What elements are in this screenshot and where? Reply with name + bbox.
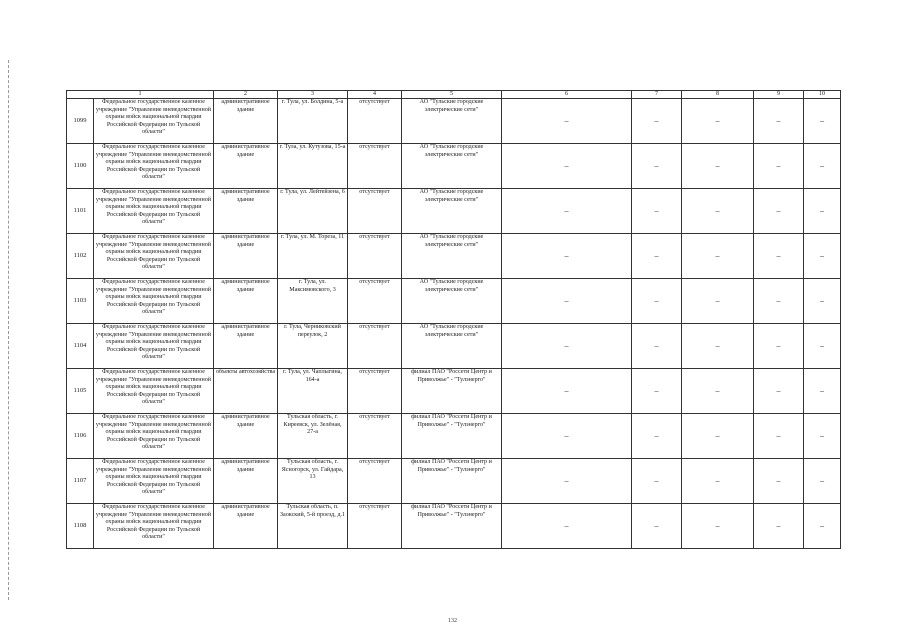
- table-row: [67, 144, 841, 189]
- column-6-cell: –: [502, 279, 632, 324]
- object-type-cell: административное здание: [214, 459, 278, 504]
- address-cell: г. Тула, ул. Лейтейзена, 6: [278, 189, 348, 234]
- owner-cell: Федеральное государственное казенное учреждение "Управление вневедомственной охраны войск национальной гвардии Российской Федерации по Тульской области": [94, 189, 214, 234]
- table-row: [67, 459, 841, 504]
- column-8-cell: –: [682, 324, 754, 369]
- column-9-cell: –: [754, 189, 804, 234]
- address-cell: г. Тула, ул. Максимовского, 3: [278, 279, 348, 324]
- owner-cell: Федеральное государственное казенное учреждение "Управление вневедомственной охраны войск национальной гвардии Российской Федерации по Тульской области": [94, 504, 214, 549]
- owner-cell: Федеральное государственное казенное учреждение "Управление вневедомственной охраны войск национальной гвардии Российской Федерации по Тульской области": [94, 459, 214, 504]
- address-cell: г. Тула, ул. Болдина, 5-а: [278, 99, 348, 144]
- address-cell: Тульская область, г. Киреевск, ул. Зелёная, 27-а: [278, 414, 348, 459]
- address-cell: г. Тула, ул. Кутузова, 15-а: [278, 144, 348, 189]
- column-number-header-row: [67, 91, 841, 99]
- table-row: [67, 324, 841, 369]
- table-row: [67, 189, 841, 234]
- owner-cell: Федеральное государственное казенное учреждение "Управление вневедомственной охраны войск национальной гвардии Российской Федерации по Тульской области": [94, 324, 214, 369]
- object-type-cell: административное здание: [214, 414, 278, 459]
- table-row: [67, 414, 841, 459]
- column-10-cell: –: [804, 99, 841, 144]
- row-number: 1105: [67, 369, 94, 414]
- table-row: [67, 279, 841, 324]
- header-col-4: 4: [348, 91, 402, 99]
- column-10-cell: –: [804, 279, 841, 324]
- header-col-6: 6: [502, 91, 632, 99]
- column-4-cell: отсутствует: [348, 504, 402, 549]
- registry-table: [66, 90, 841, 549]
- registry-rows: [67, 99, 841, 549]
- address-cell: г. Тула, ул. М. Тореза, 11: [278, 234, 348, 279]
- column-9-cell: –: [754, 324, 804, 369]
- header-col-7: 7: [632, 91, 682, 99]
- object-type-cell: административное здание: [214, 144, 278, 189]
- address-cell: Тульская область, п. Заокский, 5-й проезд, д.1: [278, 504, 348, 549]
- owner-cell: Федеральное государственное казенное учреждение "Управление вневедомственной охраны войск национальной гвардии Российской Федерации по Тульской области": [94, 234, 214, 279]
- object-type-cell: административное здание: [214, 99, 278, 144]
- row-number: 1107: [67, 459, 94, 504]
- object-type-cell: объекты автохозяйства: [214, 369, 278, 414]
- column-9-cell: –: [754, 144, 804, 189]
- object-type-cell: административное здание: [214, 324, 278, 369]
- column-7-cell: –: [632, 459, 682, 504]
- supplier-cell: филиал ПАО "Россети Центр и Приволжье" - "Тулэнерго": [402, 369, 502, 414]
- supplier-cell: филиал ПАО "Россети Центр и Приволжье" - "Тулэнерго": [402, 414, 502, 459]
- column-4-cell: отсутствует: [348, 279, 402, 324]
- column-10-cell: –: [804, 234, 841, 279]
- object-type-cell: административное здание: [214, 189, 278, 234]
- column-7-cell: –: [632, 279, 682, 324]
- column-8-cell: –: [682, 414, 754, 459]
- column-4-cell: отсутствует: [348, 99, 402, 144]
- owner-cell: Федеральное государственное казенное учреждение "Управление вневедомственной охраны войск национальной гвардии Российской Федерации по Тульской области": [94, 99, 214, 144]
- column-6-cell: –: [502, 459, 632, 504]
- object-type-cell: административное здание: [214, 234, 278, 279]
- column-10-cell: –: [804, 144, 841, 189]
- column-8-cell: –: [682, 189, 754, 234]
- column-7-cell: –: [632, 414, 682, 459]
- column-4-cell: отсутствует: [348, 189, 402, 234]
- column-7-cell: –: [632, 369, 682, 414]
- table-row: [67, 99, 841, 144]
- header-col-10: 10: [804, 91, 841, 99]
- column-9-cell: –: [754, 99, 804, 144]
- column-7-cell: –: [632, 189, 682, 234]
- owner-cell: Федеральное государственное казенное учреждение "Управление вневедомственной охраны войск национальной гвардии Российской Федерации по Тульской области": [94, 144, 214, 189]
- row-number: 1106: [67, 414, 94, 459]
- binding-margin-marks: [8, 60, 11, 600]
- column-7-cell: –: [632, 99, 682, 144]
- row-number: 1104: [67, 324, 94, 369]
- column-4-cell: отсутствует: [348, 324, 402, 369]
- row-number: 1108: [67, 504, 94, 549]
- column-10-cell: –: [804, 459, 841, 504]
- owner-cell: Федеральное государственное казенное учреждение "Управление вневедомственной охраны войск национальной гвардии Российской Федерации по Тульской области": [94, 369, 214, 414]
- header-col-2: 2: [214, 91, 278, 99]
- supplier-cell: АО "Тульские городские электрические сети": [402, 279, 502, 324]
- supplier-cell: АО "Тульские городские электрические сети": [402, 144, 502, 189]
- supplier-cell: филиал ПАО "Россети Центр и Приволжье" - "Тулэнерго": [402, 459, 502, 504]
- address-cell: Тульская область, г. Ясногорск, ул. Гайдара, 13: [278, 459, 348, 504]
- supplier-cell: АО "Тульские городские электрические сети": [402, 99, 502, 144]
- column-6-cell: –: [502, 144, 632, 189]
- page-number: 132: [448, 618, 457, 624]
- header-col-8: 8: [682, 91, 754, 99]
- owner-cell: Федеральное государственное казенное учреждение "Управление вневедомственной охраны войск национальной гвардии Российской Федерации по Тульской области": [94, 414, 214, 459]
- column-4-cell: отсутствует: [348, 369, 402, 414]
- supplier-cell: АО "Тульские городские электрические сети": [402, 189, 502, 234]
- column-9-cell: –: [754, 279, 804, 324]
- column-10-cell: –: [804, 324, 841, 369]
- column-10-cell: –: [804, 414, 841, 459]
- column-6-cell: –: [502, 369, 632, 414]
- address-cell: г. Тула, ул. Чаплыгина, 164-а: [278, 369, 348, 414]
- column-6-cell: –: [502, 324, 632, 369]
- table-row: [67, 234, 841, 279]
- column-10-cell: –: [804, 504, 841, 549]
- column-4-cell: отсутствует: [348, 234, 402, 279]
- column-6-cell: –: [502, 99, 632, 144]
- row-number: 1100: [67, 144, 94, 189]
- column-8-cell: –: [682, 459, 754, 504]
- header-col-9: 9: [754, 91, 804, 99]
- column-6-cell: –: [502, 234, 632, 279]
- column-9-cell: –: [754, 369, 804, 414]
- column-8-cell: –: [682, 144, 754, 189]
- supplier-cell: АО "Тульские городские электрические сети": [402, 234, 502, 279]
- table-row: [67, 504, 841, 549]
- column-7-cell: –: [632, 324, 682, 369]
- column-4-cell: отсутствует: [348, 459, 402, 504]
- column-8-cell: –: [682, 369, 754, 414]
- column-7-cell: –: [632, 234, 682, 279]
- column-10-cell: –: [804, 369, 841, 414]
- object-type-cell: административное здание: [214, 279, 278, 324]
- column-7-cell: –: [632, 504, 682, 549]
- column-6-cell: –: [502, 504, 632, 549]
- column-4-cell: отсутствует: [348, 144, 402, 189]
- column-10-cell: –: [804, 189, 841, 234]
- row-number: 1101: [67, 189, 94, 234]
- column-6-cell: –: [502, 189, 632, 234]
- column-9-cell: –: [754, 414, 804, 459]
- column-9-cell: –: [754, 459, 804, 504]
- row-number: 1102: [67, 234, 94, 279]
- object-type-cell: административное здание: [214, 504, 278, 549]
- column-8-cell: –: [682, 504, 754, 549]
- address-cell: г. Тула, Черниковский переулок, 2: [278, 324, 348, 369]
- header-col-5: 5: [402, 91, 502, 99]
- owner-cell: Федеральное государственное казенное учреждение "Управление вневедомственной охраны войск национальной гвардии Российской Федерации по Тульской области": [94, 279, 214, 324]
- column-4-cell: отсутствует: [348, 414, 402, 459]
- row-number: 1103: [67, 279, 94, 324]
- column-8-cell: –: [682, 234, 754, 279]
- column-7-cell: –: [632, 144, 682, 189]
- table-row: [67, 369, 841, 414]
- column-9-cell: –: [754, 234, 804, 279]
- supplier-cell: АО "Тульские городские электрические сети": [402, 324, 502, 369]
- supplier-cell: филиал ПАО "Россети Центр и Приволжье" - "Тулэнерго": [402, 504, 502, 549]
- header-col-3: 3: [278, 91, 348, 99]
- row-number: 1099: [67, 99, 94, 144]
- column-9-cell: –: [754, 504, 804, 549]
- header-col-1: 1: [67, 91, 214, 99]
- column-6-cell: –: [502, 414, 632, 459]
- column-8-cell: –: [682, 99, 754, 144]
- column-8-cell: –: [682, 279, 754, 324]
